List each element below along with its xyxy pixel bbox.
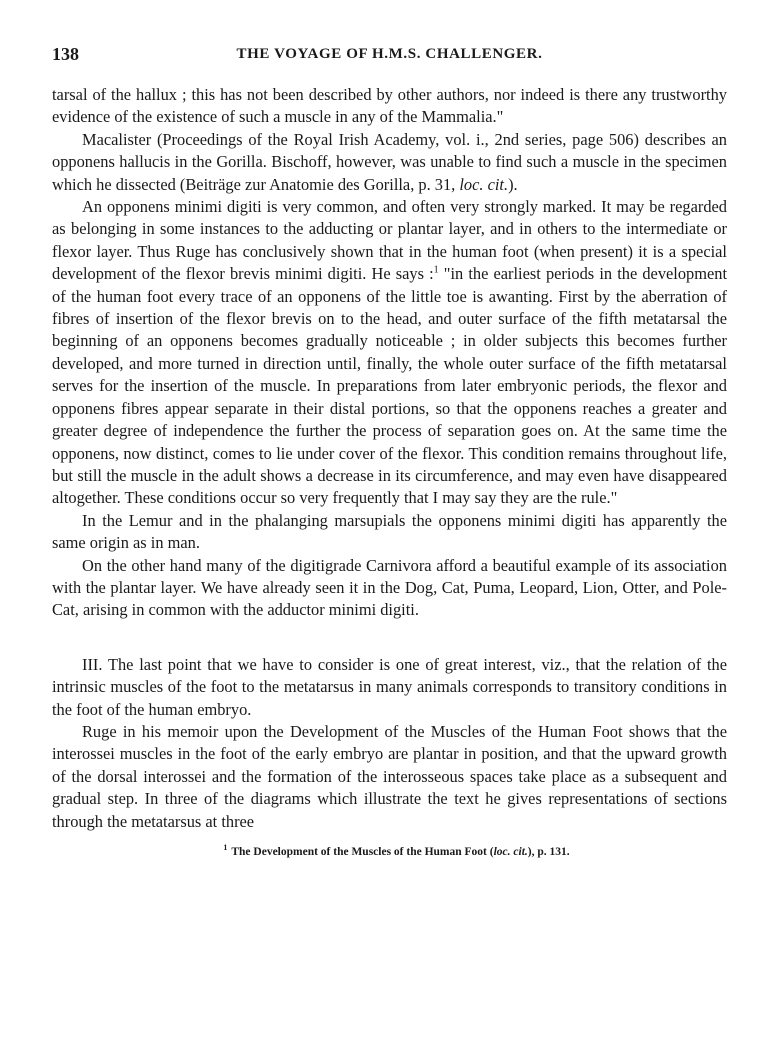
paragraph-4: In the Lemur and in the phalanging marsupials the opponens minimi digiti has apparently the same origin as in man. bbox=[52, 510, 727, 553]
paragraph-1: tarsal of the hallux ; this has not been described by other authors, nor indeed is there any trustworthy evidence of the existence of such a muscle in any of the Mammalia." bbox=[52, 85, 727, 127]
footnote-marker: 1 bbox=[223, 843, 228, 853]
paragraph-2-text: Macalister (Proceedings of the Royal Irish Academy, vol. i., 2nd series, page 506) describes an opponens hallucis in the Gorilla. Bischoff, however, was unable to find such a muscle in the specimen which he dissected (Beiträge zur Anatomie des Gorilla, p. 31, bbox=[52, 129, 727, 194]
section-divider-space bbox=[52, 622, 727, 654]
body-text bbox=[52, 84, 727, 833]
paragraph-7: Ruge in his memoir upon the Development of the Muscles of the Human Foot shows that the interossei muscles in the foot of the early embryo are plantar in position, and that the upward growth of the dorsal interossei and the formation of the interosseous spaces take place as a subsequent and gradual step. In three of the diagrams which illustrate the text he gives representations of sections through the metatarsus at three bbox=[52, 721, 727, 831]
paragraph-3-text-a: An opponens minimi digiti is very common, and often very strongly marked. It may be regarded as belonging in some instances to the adducting or plantar layer, and in others to the intermediate or flexor layer. Thus Ruge has conclusively shown that in the human foot (when present) it is a special development of the flexor brevis minimi digiti. He says : bbox=[52, 197, 727, 284]
paragraph-5: On the other hand many of the digitigrade Carnivora afford a beautiful example of its association with the plantar layer. We have already seen it in the Dog, Cat, Puma, Leopard, Lion, Otter, and Pole-Cat, arising in common with the adductor minimi digiti. bbox=[52, 555, 727, 620]
running-title: THE VOYAGE OF H.M.S. CHALLENGER. bbox=[236, 46, 543, 62]
page-number: 138 bbox=[52, 44, 79, 64]
paragraph-3 bbox=[52, 196, 727, 510]
paragraph-2 bbox=[52, 129, 727, 196]
paragraph-2-end: ). bbox=[508, 174, 518, 194]
footnote-text-a: The Development of the Muscles of the Human Foot ( bbox=[231, 846, 494, 858]
footnote-reference: 1 bbox=[433, 264, 439, 276]
paragraph-2-citation: loc. cit. bbox=[459, 174, 509, 194]
footnote bbox=[52, 845, 727, 860]
paragraph-6: III. The last point that we have to consider is one of great interest, viz., that the relation of the intrinsic muscles of the foot to the metatarsus in many animals corresponds to transitory conditions in the foot of the human embryo. bbox=[52, 654, 727, 719]
page-header bbox=[52, 44, 727, 68]
paragraph-3-text-b: "in the earliest periods in the development of the human foot every trace of an opponens of the little toe is awanting. First by the aberration of fibres of insertion of the flexor brevis on to the head, and outer surface of the fifth metatarsal the beginning of an opponens becomes gradually noticeable ; in older subjects this becomes further developed, and more turned in direction until, finally, the whole outer surface of the fifth metatarsal serves for the insertion of the muscle. In preparations from later embryonic periods, the flexor and opponens fibres appear separate in their distal portions, so that the opponens reaches a greater and greater degree of independence the further the process of separation goes on. At the same time the opponens, now distinct, comes to lie under cover of the flexor. This condition remains throughout life, but still the muscle in the adult shows a decrease in its circumference, and may even have disappeared altogether. These conditions occur so very frequently that I may say they are the rule." bbox=[52, 264, 728, 508]
footnote-citation: loc. cit. bbox=[493, 846, 528, 858]
footnote-text-b: ), p. 131. bbox=[527, 846, 570, 858]
page bbox=[52, 44, 727, 860]
